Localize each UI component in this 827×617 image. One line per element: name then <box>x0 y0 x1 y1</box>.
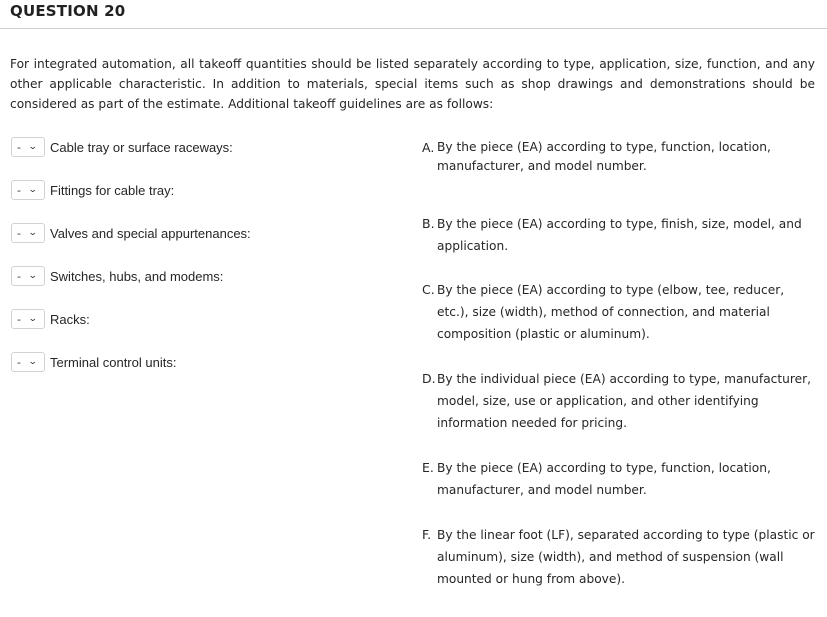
answer-dropdown[interactable] <box>11 309 45 329</box>
answer-dropdown[interactable] <box>11 137 45 157</box>
prompt-label: Racks: <box>50 311 90 327</box>
answer-letter: B. <box>422 216 435 231</box>
answer-letter: E. <box>422 460 434 475</box>
dropdown-selected-value: - <box>17 355 21 369</box>
chevron-down-icon: ⌄ <box>27 271 38 281</box>
prompt-row <box>11 222 251 244</box>
answer-text: By the piece (EA) according to type, function, location, manufacturer, and model number. <box>437 140 771 173</box>
chevron-down-icon: ⌄ <box>27 185 38 195</box>
answer-text: By the piece (EA) according to type, finish, size, model, and application. <box>437 217 802 253</box>
chevron-down-icon: ⌄ <box>27 357 38 367</box>
question-intro: For integrated automation, all takeoff quantities should be listed separately according to type, application, size, function, and any other applicable characteristic. In addition to materials, special items such as shop drawings and demonstrations should be considered as part of the estimate. Additional takeoff guidelines are as follows: <box>10 57 815 111</box>
prompt-row <box>11 351 176 373</box>
chevron-down-icon: ⌄ <box>27 142 38 152</box>
prompt-label: Cable tray or surface raceways: <box>50 139 233 155</box>
dropdown-selected-value: - <box>17 269 21 283</box>
answer-letter: F. <box>422 527 432 542</box>
prompt-row <box>11 308 90 330</box>
prompt-label: Fittings for cable tray: <box>50 182 175 198</box>
answer-letter: C. <box>422 282 435 297</box>
answer-text: By the individual piece (EA) according to type, manufacturer, model, size, use or application, and other identifying information needed for pricing. <box>437 372 811 430</box>
dropdown-selected-value: - <box>17 226 21 240</box>
prompt-label: Switches, hubs, and modems: <box>50 268 224 284</box>
answer-dropdown[interactable] <box>11 266 45 286</box>
answer-text: By the linear foot (LF), separated according to type (plastic or aluminum), size (width), and method of suspension (wall mounted or hung from above). <box>437 528 815 586</box>
dropdown-selected-value: - <box>17 312 21 326</box>
answer-dropdown[interactable] <box>11 223 45 243</box>
question-title: QUESTION 20 <box>10 2 126 20</box>
chevron-down-icon: ⌄ <box>27 228 38 238</box>
answer-text: By the piece (EA) according to type, function, location, manufacturer, and model number. <box>437 461 771 497</box>
prompt-label: Valves and special appurtenances: <box>50 225 251 241</box>
answer-dropdown[interactable] <box>11 180 45 200</box>
chevron-down-icon: ⌄ <box>27 314 38 324</box>
answer-letter: A. <box>422 140 435 155</box>
dropdown-selected-value: - <box>17 183 21 197</box>
answer-text: By the piece (EA) according to type (elbow, tee, reducer, etc.), size (width), method of connection, and material composition (plastic or aluminum). <box>437 283 785 341</box>
prompt-label: Terminal control units: <box>50 354 177 370</box>
prompt-row <box>11 265 223 287</box>
answer-dropdown[interactable] <box>11 352 45 372</box>
dropdown-selected-value: - <box>17 140 21 154</box>
answer-letter: D. <box>422 371 436 386</box>
title-divider <box>0 28 827 29</box>
prompt-row <box>11 179 174 201</box>
prompt-row <box>11 136 233 158</box>
